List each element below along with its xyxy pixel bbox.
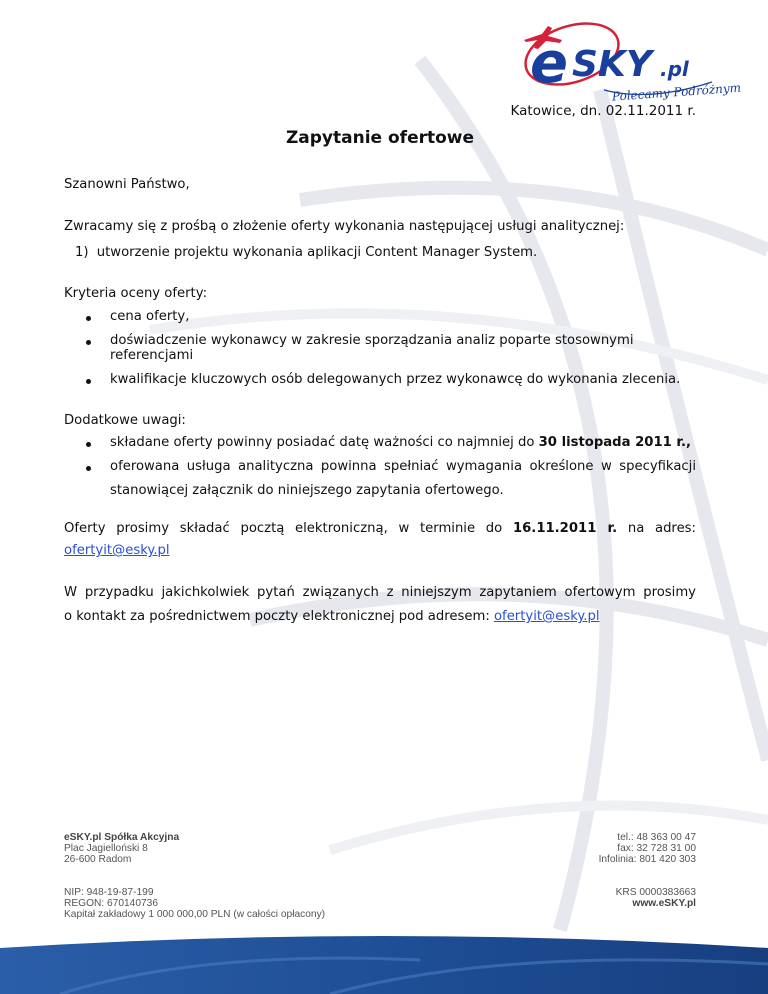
footer-website: www.eSKY.pl [632,898,696,909]
esky-logo [500,10,742,105]
bullet-icon [86,340,91,345]
footer-nip: NIP: 948-19-87-199 [64,887,154,898]
criteria-item-continuation: referencjami [110,348,194,363]
bullet-icon [86,379,91,384]
greeting: Szanowni Państwo, [64,177,190,192]
submission-after: na adres: [617,521,696,536]
submission-email-link[interactable]: ofertyit@esky.pl [64,543,170,558]
criteria-heading: Kryteria oceny oferty: [64,286,208,301]
request-intro: Zwracamy się z prośbą o złożenie oferty wykonania następującej usługi analitycznej: [64,219,625,234]
criteria-item-text: cena oferty, [110,309,190,324]
contact-line-1: W przypadku jakichkolwiek pytań związanych z niniejszym zapytaniem ofertowym prosimy [64,585,696,600]
criteria-item-text: kwalifikacje kluczowych osób delegowanych przez wykonawcę do wykonania zlecenia. [110,372,681,387]
footer-street: Plac Jagielloński 8 [64,843,148,854]
letter-title: Zapytanie ofertowe [285,128,475,148]
submission-email-line [64,543,170,558]
criteria-item-text: doświadczenie wykonawcy w zakresie sporządzania analiz poparte stosownymi [110,333,634,348]
footer-registration-block [64,887,325,920]
footer-krs-block [616,887,696,909]
footer-fax: fax: 32 728 31 00 [617,843,696,854]
footer-phone-block [599,832,696,865]
svg-text:SKY: SKY [572,44,652,85]
bullet-icon [86,316,91,321]
footer-krs: KRS 0000383663 [615,887,696,898]
footer-company-block [64,832,179,865]
contact-line-2 [64,609,600,624]
notes-item-text [110,435,691,450]
svg-text:e: e [530,31,568,96]
bullet-icon [86,442,91,447]
footer-company-name: eSKY.pl Spółka Akcyjna [64,832,180,843]
offer-validity-date: 30 listopada 2011 r., [538,435,692,450]
notes-heading: Dodatkowe uwagi: [64,413,186,428]
svg-text:.pl: .pl [660,57,689,81]
submission-line [64,521,696,536]
submission-deadline: 16.11.2011 r. [512,521,618,536]
submission-text: Oferty prosimy składać pocztą elektroniczną, w terminie do [64,521,513,536]
request-item [75,245,537,260]
svg-text:Polecamy Podróżnym: Polecamy Podróżnym [611,80,742,104]
request-item-number: 1) [75,245,89,260]
footer-regon: REGON: 670140736 [64,898,159,909]
contact-email-link[interactable]: ofertyit@esky.pl [493,609,600,624]
footer-infolinia: Infolinia: 801 420 303 [598,854,696,865]
request-item-text: utworzenie projektu wykonania aplikacji Content Manager System. [96,245,538,260]
bullet-icon [86,466,91,471]
bottom-decorative-band [0,930,768,994]
contact-text: o kontakt za pośrednictwem poczty elektronicznej pod adresem: [64,609,494,624]
date-line: Katowice, dn. 02.11.2011 r. [510,103,696,119]
footer-city: 26-600 Radom [64,854,132,865]
footer-tel: tel.: 48 363 00 47 [617,832,696,843]
notes-item2-line1: oferowana usługa analityczna powinna spełniać wymagania określone w specyfikacji [110,459,696,474]
notes-item2-line2: stanowiącej załącznik do niniejszego zapytania ofertowego. [110,483,504,498]
notes-item1-text: składane oferty powinny posiadać datę ważności co najmniej do [110,435,539,450]
footer-capital: Kapitał zakładowy 1 000 000,00 PLN (w całości opłacony) [64,909,326,920]
